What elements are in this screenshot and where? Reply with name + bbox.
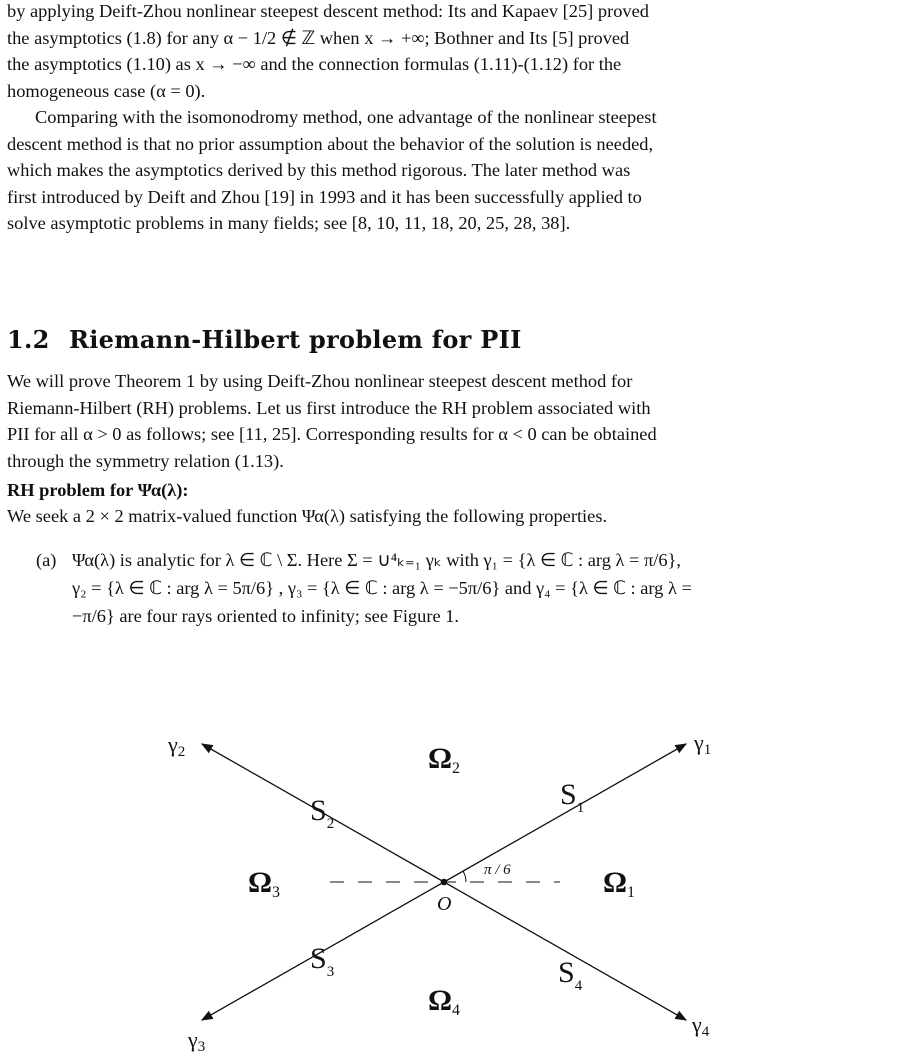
text-line: γ₂ = {λ ∈ ℂ : arg λ = 5π/6} , γ₃ = {λ ∈ ℂ : arg λ = −5π/6} and γ₄ = {λ ∈ ℂ : arg λ =	[72, 578, 692, 598]
text-line: solve asymptotic problems in many fields; see [8, 10, 11, 18, 20, 25, 28, 38].	[7, 213, 571, 233]
ray-gamma4	[444, 882, 686, 1020]
text-line: which makes the asymptotics derived by this method rigorous. The later method was	[7, 160, 631, 180]
label-omega4: Ω4	[428, 984, 461, 1019]
label-s4: $S_4$	[558, 956, 583, 994]
rh-problem-heading: RH problem for Ψα(λ):	[7, 480, 189, 500]
label-gamma4: γ4	[692, 1012, 710, 1040]
label-omega3: Ω3	[248, 866, 281, 901]
ray-gamma1	[444, 744, 686, 882]
origin-point	[441, 879, 448, 886]
text-line: descent method is that no prior assumption about the behavior of the solution is needed,	[7, 133, 654, 154]
label-s1: $S_1$	[560, 778, 585, 816]
text-line: We will prove Theorem 1 by using Deift-Zhou nonlinear steepest descent method for	[7, 371, 633, 391]
label-omega1: Ω1	[603, 866, 636, 901]
text-line: Ψα(λ) is analytic for λ ∈ ℂ \ Σ. Here Σ = ∪⁴ₖ₌₁ γₖ with γ₁ = {λ ∈ ℂ : arg λ = π/6},	[72, 550, 682, 570]
label-origin: O	[437, 893, 452, 915]
label-gamma1: γ1	[694, 730, 712, 758]
rh-problem-statement: We seek a 2 × 2 matrix-valued function Ψα(λ) satisfying the following properties.	[7, 506, 608, 526]
angle-arc	[463, 871, 466, 882]
label-s2: $S_2$	[310, 794, 335, 832]
label-gamma3: γ3	[188, 1027, 206, 1055]
text-line: Comparing with the isomonodromy method, one advantage of the nonlinear steepest	[35, 107, 657, 127]
label-gamma2: γ2	[168, 732, 186, 760]
label-angle: π / 6	[484, 862, 511, 878]
text-line: first introduced by Deift and Zhou [19] in 1993 and it has been successfully applied to	[7, 186, 642, 207]
label-s3: $S_3$	[310, 942, 335, 980]
text-line: the asymptotics (1.8) for any α − 1/2 ∉ ℤ when x → +∞; Bothner and Its [5] proved	[7, 27, 630, 48]
text-line: by applying Deift-Zhou nonlinear steepest descent method: Its and Kapaev [25] proved	[7, 1, 649, 21]
item-label: (a)	[36, 550, 57, 570]
text-line: through the symmetry relation (1.13).	[7, 450, 284, 471]
section-number: 1.2	[7, 325, 50, 354]
text-line: Riemann-Hilbert (RH) problems. Let us first introduce the RH problem associated with	[7, 397, 651, 418]
text-line: the asymptotics (1.10) as x → −∞ and the connection formulas (1.11)-(1.12) for the	[7, 54, 622, 74]
text-line: −π/6} are four rays oriented to infinity; see Figure 1.	[72, 606, 460, 626]
label-omega2: Ω2	[428, 742, 461, 777]
text-line: homogeneous case (α = 0).	[7, 80, 206, 101]
section-title: Riemann-Hilbert problem for PII	[69, 325, 522, 354]
text-line: PII for all α > 0 as follows; see [11, 25]. Corresponding results for α < 0 can be obtained	[7, 424, 657, 444]
